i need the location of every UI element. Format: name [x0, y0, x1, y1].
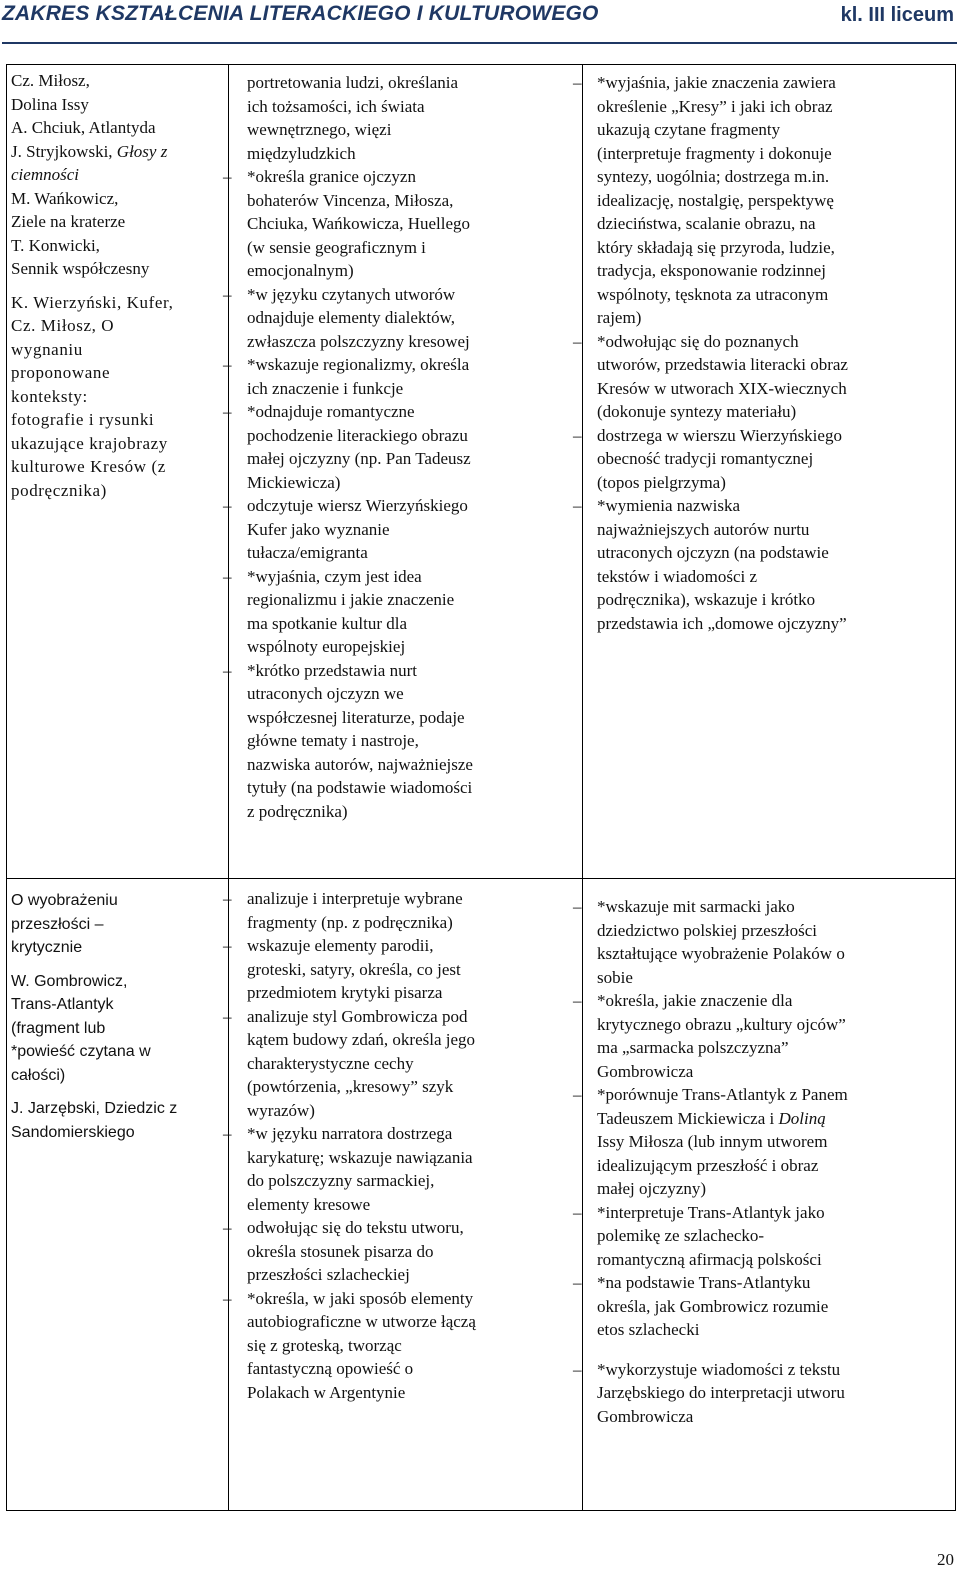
dash-bullet: –	[573, 73, 582, 92]
text-line: etos szlachecki	[597, 1320, 700, 1339]
text-line: analizuje styl Gombrowicza pod	[247, 1006, 468, 1026]
texts-cell-bottom	[11, 889, 223, 1144]
dash-bullet: –	[223, 496, 232, 515]
text-line: z podręcznika)	[247, 801, 348, 821]
italic-title: Głosy z	[116, 141, 168, 161]
dash-bullet: –	[223, 936, 232, 955]
text-line: *interpretuje Trans-Atlantyk jako	[597, 1202, 825, 1222]
list-item	[223, 565, 577, 589]
curriculum-table	[6, 64, 956, 1511]
text-line: określa, jak Gombrowicz rozumie	[597, 1296, 829, 1316]
list-item	[223, 353, 577, 377]
text-line: *odnajduje romantyczne	[247, 402, 415, 421]
text-line: *porównuje Trans-Atlantyk z Panem	[597, 1085, 848, 1104]
text-line: zwłaszcza polszczyzny kresowej	[247, 331, 470, 351]
text-line: (w sensie geograficznym i	[247, 237, 426, 257]
text-line: (fragment lub	[11, 1019, 106, 1037]
text-line: rajem)	[597, 308, 642, 327]
list-item	[223, 1005, 577, 1029]
text-line: odwołując się do tekstu utworu,	[247, 1218, 464, 1237]
text-line	[597, 1107, 952, 1131]
text-line: tułacza/emigranta	[247, 543, 368, 562]
skills-basic-cell-bottom	[223, 887, 577, 1404]
dash-bullet: –	[573, 1202, 582, 1222]
text-line: tekstów i wiadomości z	[597, 566, 758, 586]
text-line: dostrzega w wierszu Wierzyńskiego	[597, 425, 842, 445]
text-line: wspólnoty europejskiej	[247, 637, 406, 656]
text-line: Gombrowicza	[597, 1061, 694, 1081]
text-line: Cz. Miłosz,	[11, 71, 90, 90]
text-line: *wyjaśnia, czym jest idea	[247, 566, 422, 586]
page-header	[2, 2, 957, 44]
text-line: *wyjaśnia, jakie znaczenia zawiera	[597, 73, 836, 92]
text-line	[11, 140, 223, 164]
text-line: autobiograficzne w utworze łączą	[247, 1312, 476, 1331]
text-line: W. Gombrowicz,	[11, 972, 128, 990]
text-line: do polszczyzny sarmackiej,	[247, 1171, 435, 1190]
text-line: małej ojczyzny)	[597, 1179, 707, 1198]
text-line: (powtórzenia, „kresowy” szyk	[247, 1077, 454, 1096]
text-line: polemikę ze szlachecko-	[597, 1226, 765, 1245]
text-line: fragmenty (np. z podręcznika)	[247, 912, 453, 932]
text-line: (topos pielgrzyma)	[597, 472, 726, 492]
text-line: *wymienia nazwiska	[597, 496, 741, 515]
text-line: główne tematy i nastroje,	[247, 731, 419, 750]
header-title: ZAKRES KSZTAŁCENIA LITERACKIEGO I KULTUROWEGO	[2, 2, 599, 25]
text-line: ukazujące krajobrazy	[11, 433, 168, 453]
text-line: elementy kresowe	[247, 1194, 371, 1214]
text-line: określenie „Kresy” i jaki ich obraz	[597, 96, 833, 116]
text-line: konteksty:	[11, 386, 88, 406]
text-line: utraconych ojczyzn (na podstawie	[597, 543, 829, 562]
text-line: (dokonuje syntezy materiału)	[597, 402, 797, 421]
list-item	[223, 1216, 577, 1240]
skills-extended-cell-bottom	[573, 895, 952, 1428]
dash-bullet: –	[223, 660, 232, 680]
text-line: *krótko przedstawia nurt	[247, 660, 417, 680]
text-line: całości)	[11, 1066, 66, 1084]
list-item	[223, 165, 577, 189]
list-item	[223, 1122, 577, 1146]
text-line: obecność tradycji romantycznej	[597, 449, 814, 468]
text-line: Mickiewicza)	[247, 472, 341, 492]
dash-bullet: –	[223, 1288, 232, 1308]
text-line: podręcznika)	[11, 480, 107, 500]
dash-bullet: –	[573, 1359, 582, 1379]
text-line: *określa granice ojczyzn	[247, 167, 416, 186]
text-line: Cz. Miłosz, O	[11, 316, 115, 335]
dash-bullet: –	[573, 496, 582, 515]
text-line: kulturowe Kresów (z	[11, 457, 166, 476]
text-line: pochodzenie literackiego obrazu	[247, 425, 468, 445]
text-line: tradycja, eksponowanie rodzinnej	[597, 261, 826, 280]
text-line: M. Wańkowicz,	[11, 188, 119, 208]
list-item	[573, 1271, 952, 1295]
skills-basic-cell-top	[223, 71, 577, 823]
dash-bullet: –	[223, 167, 232, 186]
list-item	[573, 424, 952, 448]
text-line: *w języku czytanych utworów	[247, 284, 456, 304]
italic-title: Doliną	[778, 1108, 826, 1128]
text-line: idealizację, nostalgię, perspektywę	[597, 190, 834, 210]
list-item	[573, 1201, 952, 1225]
text-line: Dolina Issy	[11, 94, 89, 114]
text-line: przeszłości szlacheckiej	[247, 1265, 410, 1284]
header-class-label: kl. III liceum	[840, 4, 954, 26]
text-line: analizuje i interpretuje wybrane	[247, 889, 463, 908]
text-line: romantyczną afirmacją polskości	[597, 1249, 822, 1269]
list-item	[573, 895, 952, 919]
text-line: międzyludzkich	[247, 143, 356, 163]
list-item	[223, 494, 577, 518]
text-line: kątem budowy zdań, określa jego	[247, 1030, 476, 1049]
list-item	[573, 330, 952, 354]
section-heading: krytycznie	[11, 939, 83, 956]
dash-bullet: –	[223, 566, 232, 586]
text-line: *wskazuje regionalizmy, określa	[247, 355, 470, 374]
text-line: Issy Miłosza (lub innym utworem	[597, 1132, 828, 1151]
text-line: tytuły (na podstawie wiadomości	[247, 778, 473, 797]
list-item	[573, 71, 952, 95]
text-line: wspólnoty, tęsknota za utraconym	[597, 284, 829, 304]
text-line: bohaterów Vincenza, Miłosza,	[247, 190, 454, 210]
list-item	[223, 1287, 577, 1311]
text-line: (interpretuje fragmenty i dokonuje	[597, 143, 832, 163]
texts-cell-top	[11, 69, 223, 502]
list-item	[223, 659, 577, 683]
text-line: emocjonalnym)	[247, 261, 354, 280]
text-line: dziedzictwo polskiej przeszłości	[597, 920, 817, 940]
text-line: *określa, jakie znaczenie dla	[597, 991, 793, 1010]
row-divider	[7, 878, 955, 879]
text-fragment: J. Stryjkowski,	[11, 141, 117, 161]
text-line: przedmiotem krytyki pisarza	[247, 983, 443, 1002]
text-line: odczytuje wiersz Wierzyńskiego	[247, 496, 468, 515]
text-line: ich tożsamości, ich świata	[247, 96, 425, 116]
list-item	[573, 1358, 952, 1382]
text-line: określa stosunek pisarza do	[247, 1241, 434, 1261]
text-line: ich znaczenie i funkcje	[247, 378, 404, 398]
dash-bullet: –	[223, 355, 232, 374]
text-line: Trans-Atlantyk	[11, 996, 114, 1013]
list-item	[223, 400, 577, 424]
dash-bullet: –	[573, 331, 582, 351]
section-heading: przeszłości –	[11, 915, 104, 933]
text-line: który składają się przyroda, ludzie,	[597, 237, 835, 257]
text-line: ukazują czytane fragmenty	[597, 120, 781, 139]
text-line: syntezy, uogólnia; dostrzega m.in.	[597, 167, 830, 186]
text-line: wygnaniu	[11, 339, 83, 359]
italic-title: ciemności	[11, 165, 79, 184]
text-line: idealizującym przeszłość i obraz	[597, 1155, 819, 1175]
section-heading: O wyobrażeniu	[11, 892, 118, 909]
text-line: Polakach w Argentynie	[247, 1382, 406, 1402]
text-line: J. Jarzębski, Dziedzic z	[11, 1100, 178, 1117]
text-line: najważniejszych autorów nurtu	[597, 519, 810, 539]
text-line: *określa, w jaki sposób elementy	[247, 1288, 474, 1308]
text-line: Sennik współczesny	[11, 259, 150, 278]
text-line: współczesnej literaturze, podaje	[247, 707, 465, 727]
text-line: dzieciństwa, scalanie obrazu, na	[597, 214, 816, 233]
text-line: ma spotkanie kultur dla	[247, 613, 408, 633]
dash-bullet: –	[223, 284, 232, 304]
text-line: regionalizmu i jakie znaczenie	[247, 590, 455, 609]
text-line: *na podstawie Trans-Atlantyku	[597, 1273, 811, 1292]
text-line: karykaturę; wskazuje nawiązania	[247, 1147, 473, 1167]
text-line: groteski, satyry, określa, co jest	[247, 959, 461, 979]
text-line: A. Chciuk, Atlantyda	[11, 118, 156, 137]
text-line: Kresów w utworach XIX-wiecznych	[597, 378, 847, 398]
text-line: małej ojczyzny (np. Pan Tadeusz	[247, 449, 471, 468]
text-fragment: Tadeuszem Mickiewicza i	[597, 1108, 779, 1128]
text-line: *wykorzystuje wiadomości z tekstu	[597, 1359, 841, 1379]
list-item	[223, 887, 577, 911]
text-line: odnajduje elementy dialektów,	[247, 308, 456, 327]
text-line: *powieść czytana w	[11, 1043, 151, 1060]
text-line: *w języku narratora dostrzega	[247, 1124, 453, 1143]
text-line: fantastyczną opowieść o	[247, 1359, 414, 1378]
text-line: Kufer jako wyznanie	[247, 519, 390, 539]
text-line: kształtujące wyobrażenie Polaków o	[597, 944, 845, 963]
list-item	[223, 934, 577, 958]
column-divider	[582, 65, 583, 1510]
text-line: portretowania ludzi, określania	[247, 73, 459, 92]
text-line: nazwiska autorów, najważniejsze	[247, 754, 473, 774]
text-line: Chciuka, Wańkowicza, Huellego	[247, 214, 471, 233]
dash-bullet: –	[573, 425, 582, 445]
text-line: *odwołując się do poznanych	[597, 331, 799, 351]
text-line: fotografie i rysunki	[11, 410, 155, 429]
text-line: Jarzębskiego do interpretacji utworu	[597, 1383, 845, 1402]
text-line: Ziele na kraterze	[11, 212, 126, 231]
dash-bullet: –	[573, 1085, 582, 1104]
text-line: proponowane	[11, 363, 111, 382]
list-item	[223, 283, 577, 307]
dash-bullet: –	[223, 1006, 232, 1026]
text-line: utraconych ojczyzn we	[247, 684, 404, 703]
text-line: Gombrowicza	[597, 1406, 694, 1426]
text-line: K. Wierzyński, Kufer,	[11, 292, 174, 312]
text-line: się z groteską, tworząc	[247, 1335, 402, 1355]
dash-bullet: –	[223, 1124, 232, 1143]
list-item	[573, 989, 952, 1013]
text-line: sobie	[597, 967, 633, 987]
text-line: Sandomierskiego	[11, 1123, 135, 1141]
dash-bullet: –	[573, 991, 582, 1010]
text-line: wewnętrznego, więzi	[247, 120, 392, 139]
text-line: charakterystyczne cechy	[247, 1053, 414, 1073]
dash-bullet: –	[223, 402, 232, 421]
page-number: 20	[937, 1550, 954, 1569]
dash-bullet: –	[223, 1218, 232, 1237]
text-line: utworów, przedstawia literacki obraz	[597, 355, 848, 374]
text-line: wskazuje elementy parodii,	[247, 936, 434, 955]
dash-bullet: –	[223, 889, 232, 908]
dash-bullet: –	[573, 1273, 582, 1292]
text-line: wyrazów)	[247, 1100, 315, 1120]
text-line: krytycznego obrazu „kultury ojców”	[597, 1014, 846, 1034]
dash-bullet: –	[573, 897, 582, 916]
text-line: ma „sarmacka polszczyzna”	[597, 1038, 789, 1057]
text-line: przedstawia ich „domowe ojczyzny”	[597, 613, 847, 633]
list-item	[573, 1083, 952, 1107]
skills-extended-cell-top	[573, 71, 952, 635]
text-line: T. Konwicki,	[11, 235, 100, 255]
text-line: podręcznika), wskazuje i krótko	[597, 590, 816, 609]
text-line: *wskazuje mit sarmacki jako	[597, 897, 795, 916]
list-item	[573, 494, 952, 518]
